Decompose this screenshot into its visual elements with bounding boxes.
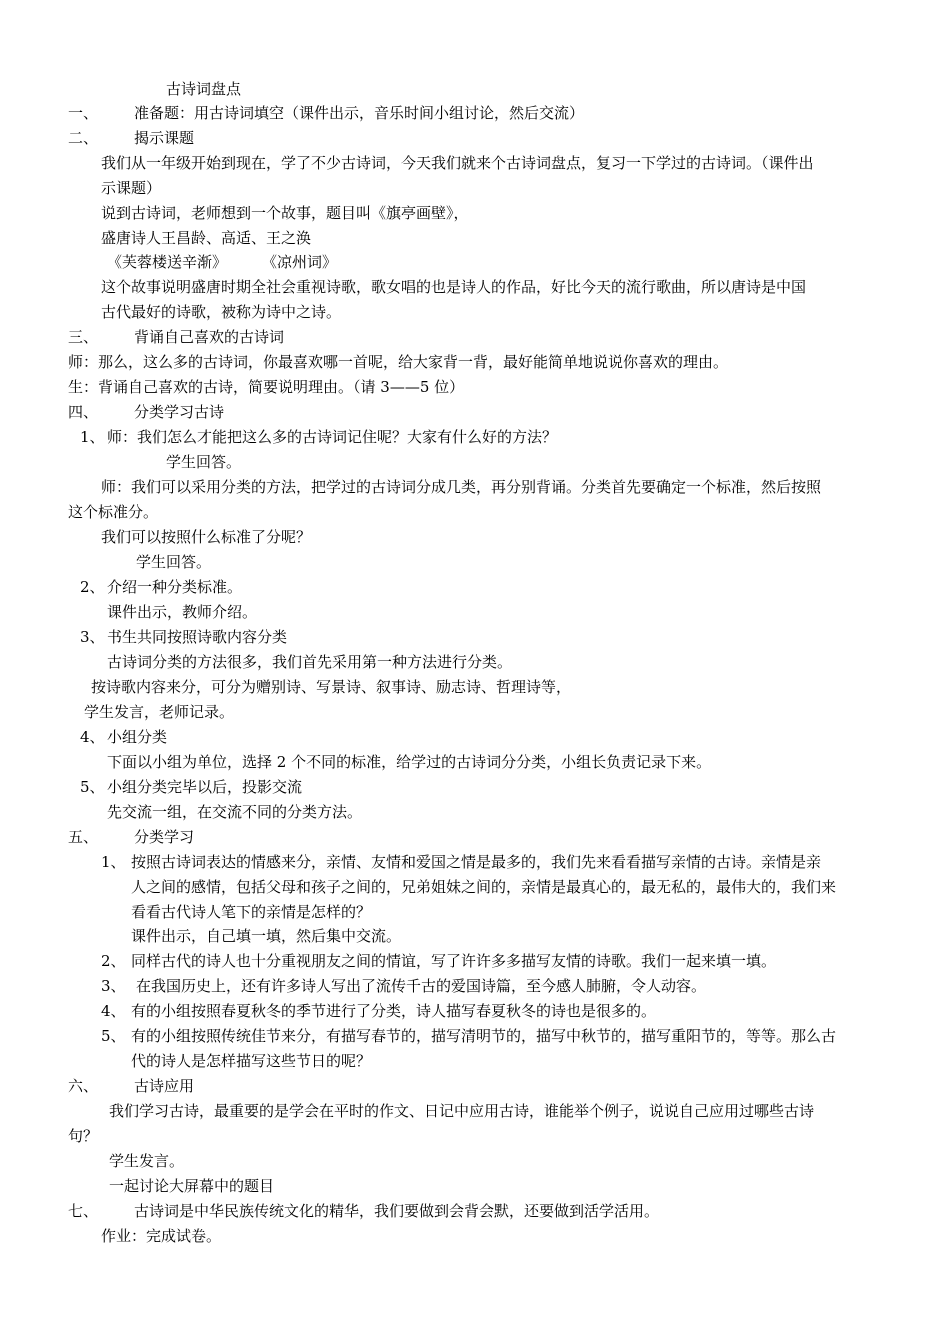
- section-6-para-1a: 我们学习古诗，最重要的是学会在平时的作文、日记中应用古诗，谁能举个例子，说说自己应用过哪些古诗: [109, 1102, 815, 1120]
- section-4-item-1-number: 1、: [80, 428, 105, 446]
- section-2-poem-2: 《凉州词》: [262, 253, 338, 271]
- section-4-item-1-para-a: 师：我们可以采用分类的方法，把学过的古诗词分成几类，再分别背诵。分类首先要确定一个标准，然后按照: [101, 478, 822, 496]
- section-2-para-5b: 古代最好的诗歌，被称为诗中之诗。: [101, 303, 342, 321]
- section-4-item-4-number: 4、: [80, 728, 105, 746]
- section-5-item-3-text: 在我国历史上，还有许多诗人写出了流传千古的爱国诗篇，至今感人肺腑，令人动容。: [136, 977, 707, 995]
- section-4-item-3-text: 书生共同按照诗歌内容分类: [107, 628, 288, 646]
- section-4-item-1-text: 师：我们怎么才能把这么多的古诗词记住呢？大家有什么好的方法？: [107, 428, 558, 446]
- section-2-para-2: 说到古诗词，老师想到一个故事，题目叫《旗亭画壁》，: [101, 204, 469, 222]
- section-4-item-1-answer: 学生回答。: [166, 453, 242, 471]
- section-4-item-5-number: 5、: [80, 778, 105, 796]
- section-6-para-2: 学生发言。: [109, 1152, 185, 1170]
- section-4-item-5-sub: 先交流一组，在交流不同的分类方法。: [107, 803, 363, 821]
- section-1-text: 准备题：用古诗词填空（课件出示，音乐时间小组讨论，然后交流）: [134, 104, 585, 122]
- section-2-para-3: 盛唐诗人王昌龄、高适、王之涣: [101, 229, 312, 247]
- section-4-item-1-question: 我们可以按照什么标准了分呢？: [101, 528, 312, 546]
- section-5-item-5-line-1: 有的小组按照传统佳节来分，有描写春节的，描写清明节的，描写中秋节的，描写重阳节的，等等。那么古: [131, 1027, 837, 1045]
- homework-line: 作业：完成试卷。: [101, 1227, 222, 1245]
- section-5-item-1-line-3: 看看古代诗人笔下的亲情是怎样的？: [131, 903, 372, 921]
- section-4-item-5-text: 小组分类完毕以后，投影交流: [107, 778, 303, 796]
- section-5-item-1-number: 1、: [101, 853, 126, 871]
- section-5-item-4-text: 有的小组按照春夏秋冬的季节进行了分类，诗人描写春夏秋冬的诗也是很多的。: [131, 1002, 657, 1020]
- section-3-para-1: 师：那么，这么多的古诗词，你最喜欢哪一首呢，给大家背一背，最好能简单地说说你喜欢的理由。: [68, 353, 729, 371]
- section-5-item-3-number: 3、: [101, 977, 126, 995]
- section-3-heading: 背诵自己喜欢的古诗词: [134, 328, 285, 346]
- section-4-item-2-sub: 课件出示，教师介绍。: [107, 603, 258, 621]
- section-7-number: 七、: [68, 1202, 99, 1220]
- section-5-item-1-line-2: 人之间的感情，包括父母和孩子之间的，兄弟姐妹之间的，亲情是最真心的，最无私的，最伟大的，我们来: [131, 878, 837, 896]
- section-4-item-1-answer-2: 学生回答。: [136, 553, 212, 571]
- section-4-item-3-sub-b: 按诗歌内容来分，可分为赠别诗、写景诗、叙事诗、励志诗、哲理诗等，: [91, 678, 572, 696]
- section-4-item-3-sub-a: 古诗词分类的方法很多，我们首先采用第一种方法进行分类。: [107, 653, 513, 671]
- section-5-item-1-line-4: 课件出示，自己填一填，然后集中交流。: [131, 927, 402, 945]
- section-5-item-4-number: 4、: [101, 1002, 126, 1020]
- section-1-number: 一、: [68, 104, 99, 122]
- section-4-item-3-number: 3、: [80, 628, 105, 646]
- section-4-item-4-text: 小组分类: [107, 728, 168, 746]
- section-4-item-2-number: 2、: [80, 578, 105, 596]
- doc-title: 古诗词盘点: [166, 80, 242, 98]
- section-4-item-4-sub: 下面以小组为单位，选择 2 个不同的标准，给学过的古诗词分分类，小组长负责记录下来。: [107, 753, 712, 771]
- section-6-para-3: 一起讨论大屏幕中的题目: [109, 1177, 275, 1195]
- section-5-item-5-number: 5、: [101, 1027, 126, 1045]
- section-2-para-5a: 这个故事说明盛唐时期全社会重视诗歌，歌女唱的也是诗人的作品，好比今天的流行歌曲，所以唐诗是中国: [101, 278, 807, 296]
- section-7-text: 古诗词是中华民族传统文化的精华，我们要做到会背会默，还要做到活学活用。: [134, 1202, 660, 1220]
- section-5-item-2-number: 2、: [101, 952, 126, 970]
- section-3-para-2: 生：背诵自己喜欢的古诗，简要说明理由。（请 3——5 位）: [68, 378, 465, 396]
- section-4-item-2-text: 介绍一种分类标准。: [107, 578, 243, 596]
- section-2-poem-1: 《芙蓉楼送辛渐》: [107, 253, 228, 271]
- section-3-number: 三、: [68, 328, 99, 346]
- section-5-item-1-line-1: 按照古诗词表达的情感来分，亲情、友情和爱国之情是最多的，我们先来看看描写亲情的古诗。亲情是亲: [131, 853, 822, 871]
- section-4-item-1-para-b: 这个标准分。: [68, 503, 159, 521]
- section-4-number: 四、: [68, 403, 99, 421]
- section-2-para-1b: 示课题）: [101, 179, 162, 197]
- section-6-number: 六、: [68, 1077, 99, 1095]
- section-2-number: 二、: [68, 129, 99, 147]
- section-2-heading: 揭示课题: [134, 129, 195, 147]
- section-4-item-3-sub-c: 学生发言，老师记录。: [84, 703, 235, 721]
- section-4-heading: 分类学习古诗: [134, 403, 225, 421]
- section-6-heading: 古诗应用: [134, 1077, 195, 1095]
- section-5-item-5-line-2: 代的诗人是怎样描写这些节日的呢？: [131, 1052, 372, 1070]
- section-5-number: 五、: [68, 828, 99, 846]
- section-6-para-1b: 句？: [68, 1127, 99, 1145]
- section-5-heading: 分类学习: [134, 828, 195, 846]
- section-2-para-1a: 我们从一年级开始到现在，学了不少古诗词，今天我们就来个古诗词盘点，复习一下学过的古诗词。（课件出: [101, 154, 814, 172]
- section-5-item-2-text: 同样古代的诗人也十分重视朋友之间的情谊，写了许许多多描写友情的诗歌。我们一起来填一填。: [131, 952, 777, 970]
